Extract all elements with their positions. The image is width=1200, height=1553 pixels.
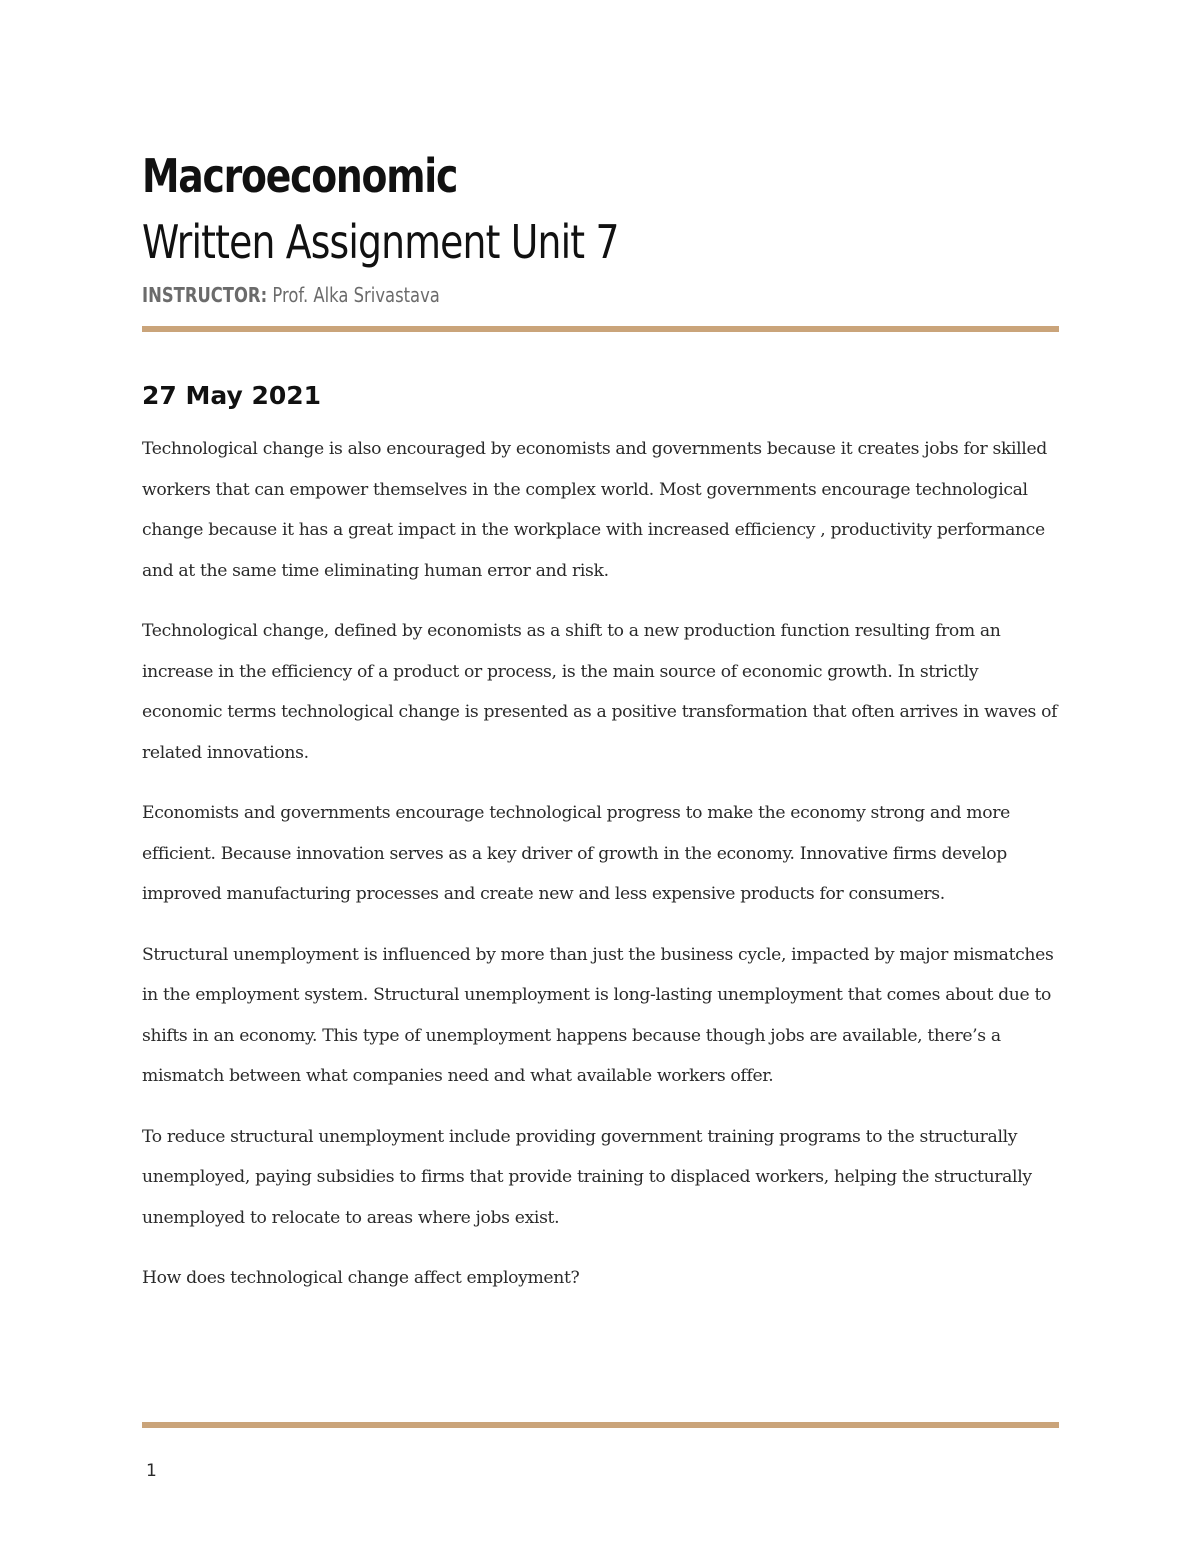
instructor-line (142, 280, 440, 310)
document-subtitle: Written Assignment Unit 7 (142, 215, 619, 269)
document-date: 27 May 2021 (142, 381, 322, 410)
document-title: Macroeconomic (142, 149, 458, 203)
footer-divider (142, 1422, 1059, 1428)
header-divider (142, 326, 1059, 332)
body-paragraph: To reduce structural unemployment include providing government training programs to the structurally unemployed, paying subsidies to firms that provide training to displaced workers, helping the structurally unemployed to relocate to areas where jobs exist. (142, 1126, 1032, 1228)
page-number: 1 (146, 1461, 157, 1481)
body-paragraph: Technological change is also encouraged by economists and governments because it creates jobs for skilled workers that can empower themselves in the complex world. Most governments encourage technological change because it has a great impact in the workplace with increased efficiency , productivity performance and at the same time eliminating human error and risk. (142, 439, 1047, 581)
instructor-label: INSTRUCTOR: (142, 283, 268, 307)
body-paragraph: Economists and governments encourage technological progress to make the economy strong and more efficient. Because innovation serves as a key driver of growth in the economy. Innovative firms develop improved manufacturing processes and create new and less expensive products for consumers. (142, 803, 1010, 904)
body-paragraph: Structural unemployment is influenced by more than just the business cycle, impacted by major mismatches in the employment system. Structural unemployment is long-lasting unemployment that comes about due to shifts in an economy. This type of unemployment happens because though jobs are available, there’s a mismatch between what companies need and what available workers offer. (142, 944, 1054, 1086)
body-paragraph: Technological change, defined by economists as a shift to a new production function resulting from an increase in the efficiency of a product or process, is the main source of economic growth. In strictly economic terms technological change is presented as a positive transformation that often arrives in waves of related innovations. (142, 621, 1058, 763)
body-question: How does technological change affect employment? (142, 1268, 580, 1288)
instructor-name: Prof. Alka Srivastava (272, 283, 440, 307)
document-body (142, 429, 1062, 1319)
